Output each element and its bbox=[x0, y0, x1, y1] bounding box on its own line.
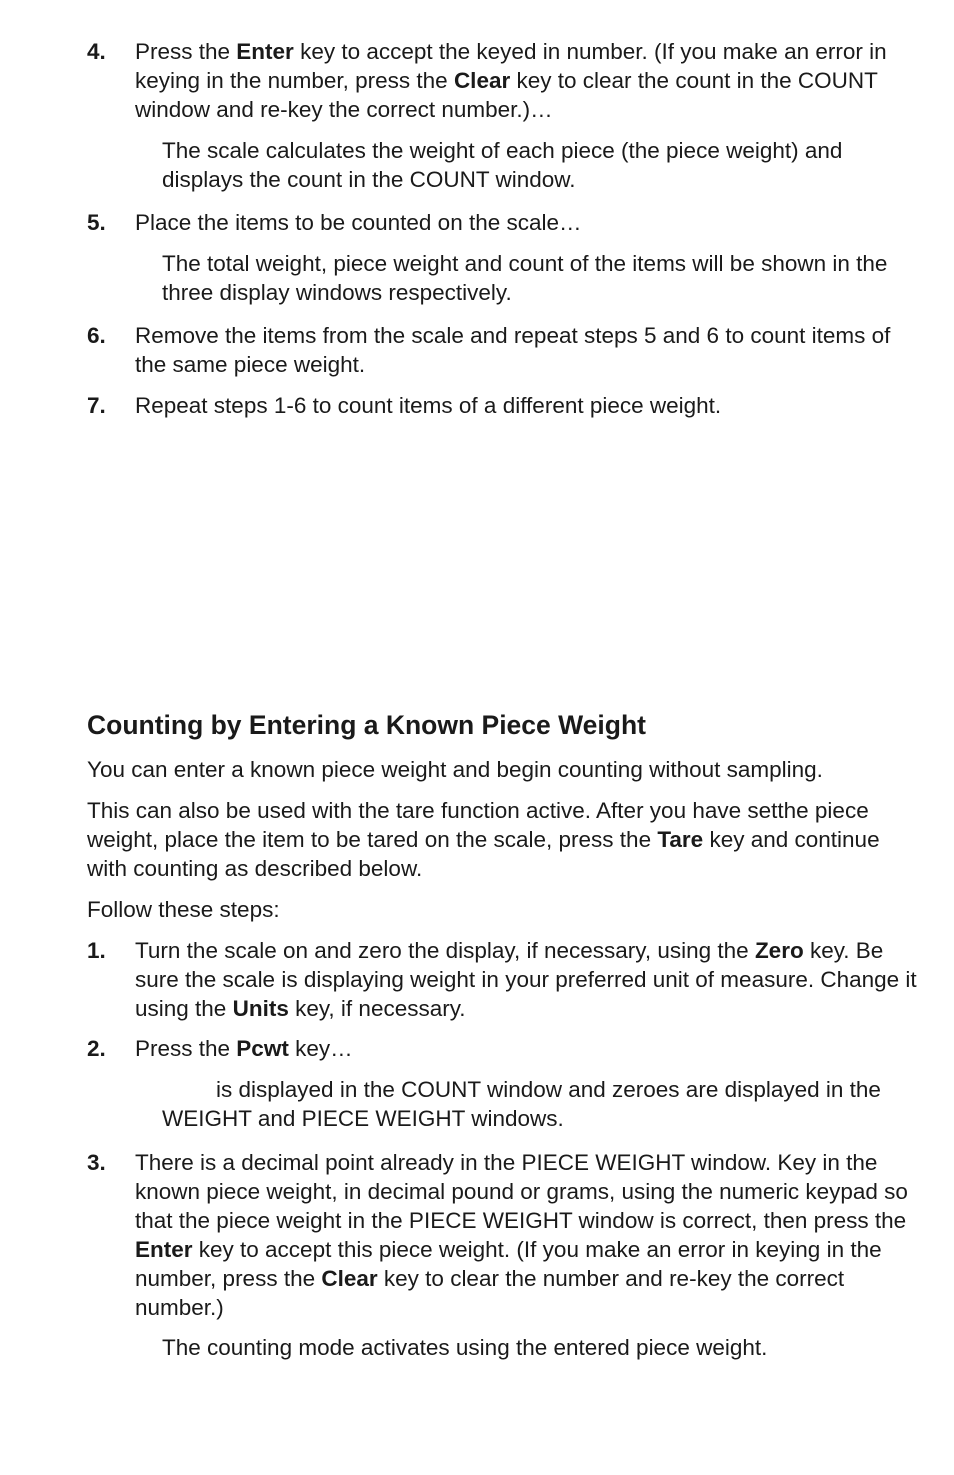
step-number: 2. bbox=[87, 1036, 106, 1061]
key-name-units: Units bbox=[232, 996, 289, 1021]
step-number: 5. bbox=[87, 210, 106, 235]
step-2-result: is displayed in the COUNT window and zeroes are displayed in the WEIGHT and PIECE WEIGHT windows. bbox=[162, 1077, 881, 1131]
key-name-enter: Enter bbox=[236, 39, 294, 64]
step-number: 7. bbox=[87, 393, 106, 418]
section-step-1 bbox=[87, 936, 917, 1023]
step-4-result: The scale calculates the weight of each piece (the piece weight) and displays the count in the COUNT window. bbox=[162, 138, 843, 192]
key-name-pcwt: Pcwt bbox=[236, 1036, 289, 1061]
step-number: 3. bbox=[87, 1150, 106, 1175]
step-number: 6. bbox=[87, 323, 106, 348]
section-step-2 bbox=[87, 1034, 917, 1063]
step-text: There is a decimal point already in the PIECE WEIGHT window. Key in the known piece weight, in decimal pound or grams, using the numeric keypad so that the piece weight in the PIECE WEIGHT window is correct, then press the Enter key to accept this piece weight. (If you make an error in keying in the number, press the Clear key to clear the number and re-key the correct number.) bbox=[135, 1150, 908, 1320]
key-name-enter: Enter bbox=[135, 1237, 193, 1262]
step-4 bbox=[87, 37, 917, 124]
step-text: Repeat steps 1-6 to count items of a different piece weight. bbox=[135, 393, 722, 418]
step-number: 4. bbox=[87, 39, 106, 64]
step-text: Press the Enter key to accept the keyed in number. (If you make an error in keying in the number, press the Clear key to clear the count in the COUNT window and re-key the correct number.)… bbox=[135, 39, 887, 122]
key-name-clear: Clear bbox=[453, 68, 511, 93]
key-name-zero: Zero bbox=[754, 938, 804, 963]
key-name-tare: Tare bbox=[657, 827, 704, 852]
step-text: Turn the scale on and zero the display, if necessary, using the Zero key. Be sure the scale is displaying weight in your preferred unit of measure. Change it using the Units key, if necessary. bbox=[135, 938, 917, 1021]
step-text: Remove the items from the scale and repeat steps 5 and 6 to count items of the same piece weight. bbox=[135, 323, 891, 377]
section-heading: Counting by Entering a Known Piece Weight bbox=[87, 710, 646, 740]
step-6 bbox=[87, 321, 917, 379]
follow-steps-label: Follow these steps: bbox=[87, 897, 280, 922]
intro-paragraph: You can enter a known piece weight and begin counting without sampling. bbox=[87, 757, 823, 782]
step-5-result: The total weight, piece weight and count of the items will be shown in the three display windows respectively. bbox=[162, 251, 888, 305]
step-3-result: The counting mode activates using the entered piece weight. bbox=[162, 1335, 768, 1360]
step-7 bbox=[87, 391, 917, 420]
step-5 bbox=[87, 208, 917, 237]
key-name-clear: Clear bbox=[321, 1266, 378, 1291]
step-text: Place the items to be counted on the scale… bbox=[135, 210, 582, 235]
step-text: Press the Pcwt key… bbox=[135, 1036, 353, 1061]
tare-paragraph: This can also be used with the tare function active. After you have setthe piece weight, place the item to be tared on the scale, press the Tare key and continue with counting as described below. bbox=[87, 798, 880, 881]
step-number: 1. bbox=[87, 938, 106, 963]
section-step-3 bbox=[87, 1148, 917, 1322]
